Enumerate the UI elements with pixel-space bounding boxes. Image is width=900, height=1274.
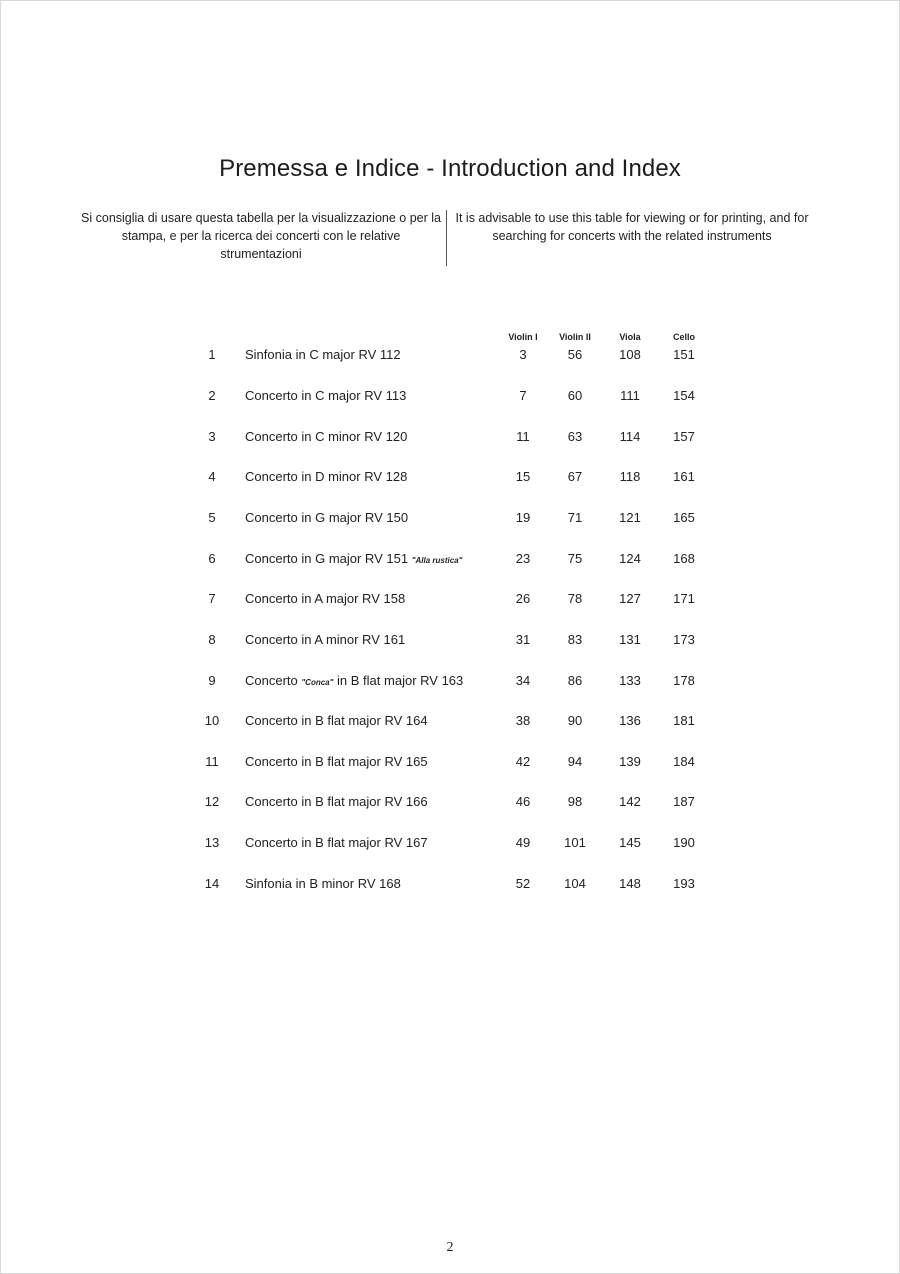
row-number: 4: [208, 469, 216, 484]
page-violin-1: 42: [515, 754, 531, 769]
page-viola: 145: [619, 835, 641, 850]
page-viola: 121: [619, 510, 641, 525]
intro-english: It is advisable to use this table for viewing or for printing, and for searching for concerts with the related instruments: [455, 211, 809, 243]
page-violin-2: 104: [564, 876, 586, 891]
row-number: 6: [208, 551, 216, 566]
page-cello: 193: [673, 876, 695, 891]
table-row: [0, 388, 900, 408]
page-violin-1: 26: [515, 591, 531, 606]
concerto-title: Concerto in D minor RV 128: [245, 469, 408, 484]
concerto-title: [245, 551, 462, 566]
page-cello: 154: [673, 388, 695, 403]
page-viola: 111: [620, 388, 640, 403]
column-header-viola: Viola: [619, 332, 641, 342]
page-viola: 133: [619, 673, 641, 688]
column-header-cello: Cello: [672, 332, 695, 342]
page-cello: 165: [673, 510, 695, 525]
page-violin-2: 90: [567, 713, 583, 728]
page-viola: 131: [619, 632, 641, 647]
page-viola: 142: [619, 794, 641, 809]
table-row: [0, 469, 900, 489]
page-violin-2: 63: [567, 429, 583, 444]
table-row: [0, 591, 900, 611]
page-violin-1: 23: [515, 551, 531, 566]
page-viola: 139: [619, 754, 641, 769]
concerto-title: Concerto in C minor RV 120: [245, 429, 408, 444]
page-violin-1: 34: [515, 673, 531, 688]
table-row: [0, 347, 900, 367]
page-viola: 127: [619, 591, 641, 606]
page-violin-2: 86: [567, 673, 583, 688]
page-cello: 178: [673, 673, 695, 688]
page-number: 2: [446, 1240, 454, 1255]
page-violin-2: 101: [564, 835, 586, 850]
page-viola: 148: [619, 876, 641, 891]
row-number: 8: [208, 632, 216, 647]
page-violin-1: 52: [515, 876, 531, 891]
row-number: 10: [204, 713, 220, 728]
intro-italian: Si consiglia di usare questa tabella per la visualizzazione o per la stampa, e per la ricerca dei concerti con le relative strumentazioni: [81, 211, 441, 261]
table-row: [0, 673, 900, 693]
concerto-title: Concerto in C major RV 113: [245, 388, 407, 403]
page-violin-1: 3: [519, 347, 527, 362]
concerto-title: Concerto in B flat major RV 166: [245, 794, 428, 809]
table-row: [0, 551, 900, 571]
concerto-title: Concerto in A major RV 158: [245, 591, 406, 606]
row-number: 12: [204, 794, 220, 809]
concerto-title: [245, 673, 463, 688]
page-cello: 184: [673, 754, 695, 769]
intro-divider: [446, 210, 447, 266]
table-row: [0, 632, 900, 652]
page-violin-2: 94: [567, 754, 583, 769]
row-number: 13: [204, 835, 220, 850]
concerto-title: Concerto in B flat major RV 164: [245, 713, 428, 728]
page-cello: 181: [673, 713, 695, 728]
page-violin-2: 83: [567, 632, 583, 647]
row-number: 3: [208, 429, 216, 444]
page-cello: 161: [673, 469, 695, 484]
concerto-title-suffix: in B flat major RV 163: [337, 673, 464, 688]
page-cello: 187: [673, 794, 695, 809]
concerto-title: Concerto in A minor RV 161: [245, 632, 406, 647]
concerto-title: Sinfonia in B minor RV 168: [245, 876, 401, 891]
concerto-subtitle: "Conca": [301, 678, 334, 687]
page-cello: 190: [673, 835, 695, 850]
column-header-violin-2: Violin II: [559, 332, 591, 342]
page-violin-1: 49: [515, 835, 531, 850]
page-violin-1: 46: [515, 794, 531, 809]
page-violin-2: 78: [567, 591, 583, 606]
concerto-title-prefix: Concerto: [245, 673, 298, 688]
page-viola: 124: [619, 551, 641, 566]
table-row: [0, 794, 900, 814]
concerto-title: Concerto in G major RV 150: [245, 510, 409, 525]
page-title: Premessa e Indice - Introduction and Index: [219, 155, 681, 182]
row-number: 5: [208, 510, 216, 525]
page-violin-1: 38: [515, 713, 531, 728]
concerto-title: Sinfonia in C major RV 112: [245, 347, 401, 362]
page-violin-2: 75: [567, 551, 583, 566]
column-header-violin-1: Violin I: [508, 332, 538, 342]
page-viola: 136: [619, 713, 641, 728]
row-number: 9: [208, 673, 216, 688]
concerto-subtitle: "Alla rustica": [411, 556, 463, 565]
page-cello: 173: [673, 632, 695, 647]
row-number: 7: [208, 591, 216, 606]
page-cello: 157: [673, 429, 695, 444]
page-violin-1: 7: [519, 388, 527, 403]
concerto-title-text: Concerto in G major RV 151: [245, 551, 409, 566]
table-row: [0, 713, 900, 733]
page-viola: 114: [619, 429, 641, 444]
table-row: [0, 835, 900, 855]
page-viola: 108: [619, 347, 641, 362]
concerto-title: Concerto in B flat major RV 167: [245, 835, 428, 850]
table-row: [0, 429, 900, 449]
table-row: [0, 754, 900, 774]
page-violin-2: 98: [567, 794, 583, 809]
table-row: [0, 876, 900, 896]
page-violin-1: 15: [515, 469, 531, 484]
page-cello: 168: [673, 551, 695, 566]
page-violin-2: 60: [567, 388, 583, 403]
table-row: [0, 510, 900, 530]
row-number: 11: [205, 754, 219, 769]
row-number: 2: [208, 388, 216, 403]
page-violin-1: 19: [515, 510, 531, 525]
page-cello: 171: [673, 591, 695, 606]
concerto-title: Concerto in B flat major RV 165: [245, 754, 428, 769]
page-violin-2: 67: [567, 469, 583, 484]
row-number: 14: [204, 876, 220, 891]
page-violin-2: 71: [567, 510, 583, 525]
page-viola: 118: [619, 469, 641, 484]
page-violin-1: 31: [515, 632, 531, 647]
page-violin-2: 56: [567, 347, 583, 362]
row-number: 1: [208, 347, 216, 362]
page-violin-1: 11: [516, 429, 530, 444]
page-cello: 151: [673, 347, 695, 362]
